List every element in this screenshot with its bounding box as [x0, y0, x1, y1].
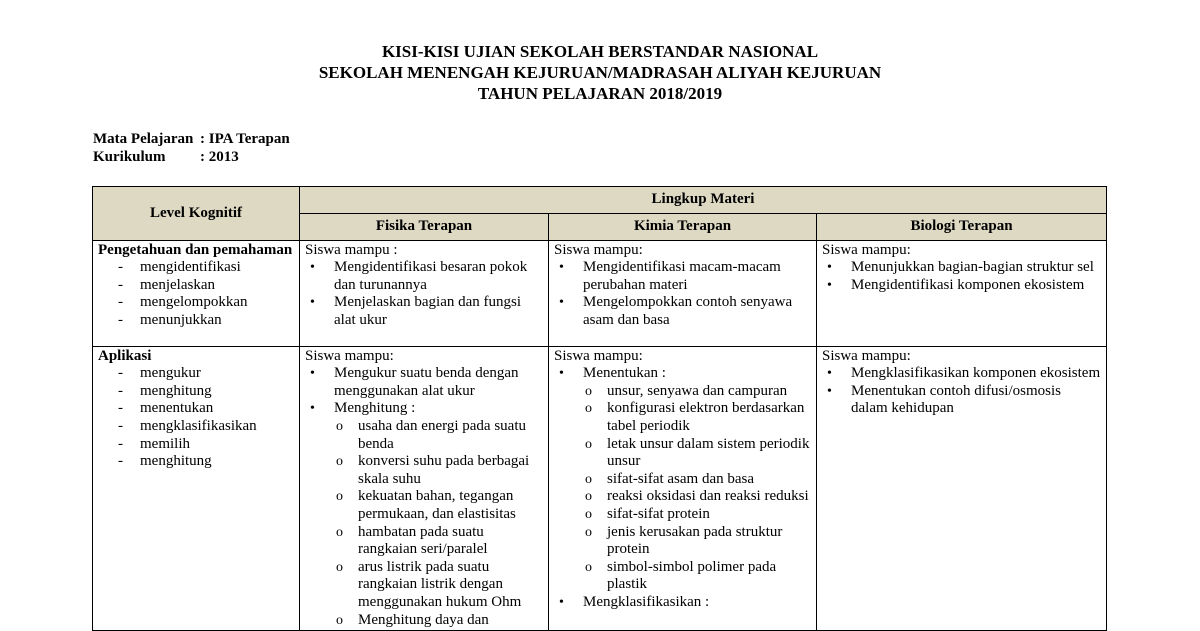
header-biologi: Biologi Terapan [817, 213, 1107, 240]
fisika-cell [300, 346, 549, 631]
bullet-list [554, 365, 811, 611]
list-item: - menunjukkan [118, 312, 294, 330]
subject-row [93, 130, 290, 148]
cell-lead: Siswa mampu : [305, 241, 398, 258]
list-item: • Mengklasifikasikan komponen ekosistem [822, 365, 1101, 383]
verb-list [98, 259, 294, 329]
subject-label: Mata Pelajaran [93, 131, 194, 147]
list-item: - mengelompokkan [118, 294, 294, 312]
curriculum-row [93, 148, 290, 166]
curriculum-value: : 2013 [200, 149, 239, 165]
list-item: - menghitung [118, 383, 294, 401]
sub-list-item: o hambatan pada suatu rangkaian seri/paralel [334, 524, 543, 559]
cell-lead: Siswa mampu: [822, 347, 911, 364]
list-item: • Menunjukkan bagian-bagian struktur sel [822, 259, 1101, 277]
sub-list-item: o konfigurasi elektron berdasarkan tabel periodik [583, 400, 811, 435]
bullet-list [305, 259, 543, 329]
kisi-table [92, 186, 1107, 631]
list-item: - mengukur [118, 365, 294, 383]
list-item: - menjelaskan [118, 277, 294, 295]
list-item: - memilih [118, 436, 294, 454]
verb-list [98, 365, 294, 471]
list-item: - mengklasifikasikan [118, 418, 294, 436]
bullet-list [822, 365, 1101, 418]
subject-value: : IPA Terapan [200, 131, 290, 147]
sub-list-item: o simbol-simbol polimer pada plastik [583, 559, 811, 594]
level-cell [93, 240, 300, 346]
sub-list-item: o reaksi oksidasi dan reaksi reduksi [583, 488, 811, 506]
list-item: • Menentukan contoh difusi/osmosis dalam kehidupan [822, 383, 1101, 418]
level-cell [93, 346, 300, 631]
sub-list-item: o usaha dan energi pada suatu benda [334, 418, 543, 453]
list-item: • Mengidentifikasi komponen ekosistem [822, 277, 1101, 295]
table-row [93, 346, 1107, 631]
table-row [93, 240, 1107, 346]
document-meta [93, 130, 290, 166]
biologi-cell [817, 240, 1107, 346]
biologi-cell [817, 346, 1107, 631]
header-kimia: Kimia Terapan [549, 213, 817, 240]
cell-lead: Siswa mampu: [822, 241, 911, 258]
sub-list-item: o Menghitung daya dan [334, 612, 543, 630]
sub-list-item: o arus listrik pada suatu rangkaian listrik dengan menggunakan hukum Ohm [334, 559, 543, 612]
curriculum-label: Kurikulum [93, 149, 166, 165]
sub-list-item: o unsur, senyawa dan campuran [583, 383, 811, 401]
level-title: Pengetahuan dan pemahaman [98, 241, 293, 258]
cell-lead: Siswa mampu: [554, 347, 643, 364]
table-header-row [93, 187, 1107, 214]
bullet-list [305, 365, 543, 629]
list-item: • Menjelaskan bagian dan fungsi alat ukur [305, 294, 543, 329]
list-item [554, 365, 811, 594]
kimia-cell [549, 346, 817, 631]
cell-lead: Siswa mampu: [554, 241, 643, 258]
list-item-label: Menghitung : [334, 400, 416, 417]
title-line-2: SEKOLAH MENENGAH KEJURUAN/MADRASAH ALIYAH KEJURUAN [318, 63, 882, 82]
sub-list-item: o sifat-sifat asam dan basa [583, 471, 811, 489]
bullet-list [554, 259, 811, 329]
list-item: - mengidentifikasi [118, 259, 294, 277]
list-item: • Mengelompokkan contoh senyawa asam dan basa [554, 294, 811, 329]
sub-list [334, 418, 543, 629]
title-line-1: KISI-KISI UJIAN SEKOLAH BERSTANDAR NASIONAL [381, 42, 819, 61]
list-item: • Mengklasifikasikan : [554, 594, 811, 612]
list-item [305, 400, 543, 629]
sub-list-item: o jenis kerusakan pada struktur protein [583, 524, 811, 559]
list-item: - menghitung [118, 453, 294, 471]
header-level-kognitif: Level Kognitif [93, 187, 300, 241]
bullet-list [822, 259, 1101, 294]
list-item: • Mengukur suatu benda dengan menggunakan alat ukur [305, 365, 543, 400]
header-lingkup-materi: Lingkup Materi [300, 187, 1107, 214]
document-title [0, 41, 1200, 104]
sub-list-item: o kekuatan bahan, tegangan permukaan, dan elastisitas [334, 488, 543, 523]
header-fisika: Fisika Terapan [300, 213, 549, 240]
list-item: • Mengidentifikasi besaran pokok dan turunannya [305, 259, 543, 294]
sub-list-item: o konversi suhu pada berbagai skala suhu [334, 453, 543, 488]
title-line-3: TAHUN PELAJARAN 2018/2019 [477, 84, 723, 103]
fisika-cell [300, 240, 549, 346]
sub-list [583, 383, 811, 594]
level-title: Aplikasi [98, 347, 152, 364]
list-item: - menentukan [118, 400, 294, 418]
kimia-cell [549, 240, 817, 346]
list-item-label: Menentukan : [583, 365, 666, 382]
list-item: • Mengidentifikasi macam-macam perubahan materi [554, 259, 811, 294]
sub-list-item: o sifat-sifat protein [583, 506, 811, 524]
sub-list-item: o letak unsur dalam sistem periodik unsur [583, 436, 811, 471]
cell-lead: Siswa mampu: [305, 347, 394, 364]
